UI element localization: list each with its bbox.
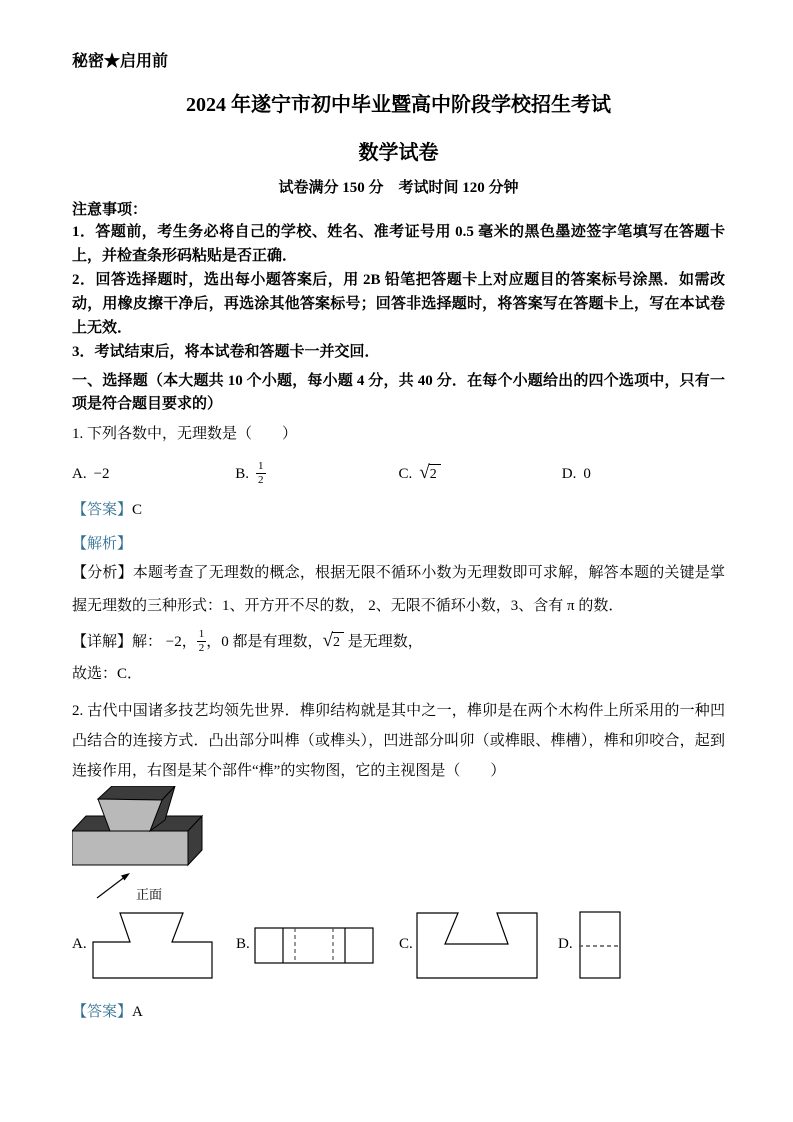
- q1-detail-fraction: $\frac{1}{2}$: [198, 628, 205, 655]
- q1-jiexi-line: [72, 534, 725, 554]
- question-2-stem: 2. 古代中国诸多技艺均领先世界．榫卯结构就是其中之一，榫卯是在两个木构件上所采用的一种凹凸结合的连接方式．凸出部分叫榫（或榫头），凹进部分叫卯（或榫眼、榫槽），榫和卯咬合，起到连接作用，右图是某个部件“榫”的实物图，它的主视图是（ ）: [72, 703, 725, 779]
- notice-item-2: 2．回答选择题时，选出每小题答案后，用 2B 铅笔把答题卡上对应题目的答案标号涂黑．如需改动，用橡皮擦干净后，再选涂其他答案标号；回答非选择题时，将答案写在答题卡上，写在本试卷上无效．: [72, 272, 725, 336]
- q2-option-b-label: B.: [236, 936, 250, 952]
- q2-answer-line: [72, 1002, 725, 1022]
- q1-option-d: [562, 466, 725, 483]
- q2-option-a-label: A.: [72, 936, 87, 952]
- q1-option-a: [72, 466, 235, 483]
- question-1-stem: 1. 下列各数中，无理数是（ ）: [72, 426, 298, 442]
- exam-info-line: 试卷满分 150 分 考试时间 120 分钟: [278, 180, 519, 196]
- q1-option-a-value: −2: [93, 465, 110, 482]
- q2-option-a-figure: [92, 911, 214, 981]
- q1-detail-pre: 解： −2，: [132, 634, 197, 650]
- notice-item-1: 1．答题前，考生务必将自己的学校、姓名、准考证号用 0.5 毫米的黑色墨迹签字笔填写在答题卡上，并检查条形码粘贴是否正确．: [72, 224, 725, 264]
- question-1-options: [72, 456, 725, 492]
- q1-option-a-label: A.: [72, 465, 87, 482]
- q1-option-c-label: C.: [398, 465, 413, 482]
- q2-answer-value: A: [132, 1004, 143, 1020]
- q1-answer-label: 【答案】: [72, 502, 133, 518]
- q2-option-c-figure: [416, 911, 540, 980]
- notice-heading: 注意事项：: [72, 202, 148, 218]
- radical-sign: √: [419, 461, 430, 483]
- q1-option-b: [235, 461, 398, 487]
- q1-option-d-label: D.: [561, 465, 577, 482]
- q2-option-d-label: D.: [558, 936, 573, 952]
- q1-answer-line: [72, 500, 725, 520]
- radical-sign: √: [322, 630, 333, 652]
- q1-conclusion: 故选：C．: [72, 666, 143, 682]
- q1-jiexi-label: 【解析】: [72, 536, 133, 552]
- q2-option-d-figure: [579, 910, 624, 980]
- front-view-arrow-shaft: [97, 876, 126, 898]
- tenon-3d-svg: [72, 786, 242, 906]
- q1-analysis: [72, 557, 725, 623]
- question-2-options: [72, 906, 725, 996]
- classification-label: 秘密★启用前: [72, 53, 169, 70]
- paper-subject-title: 数学试卷: [358, 142, 439, 164]
- q1-detail-sqrt: √ 2: [323, 631, 344, 652]
- q1-option-b-fraction: $\frac{1}{2}$: [258, 459, 264, 486]
- q1-option-c: [398, 461, 562, 485]
- q1-fenxi-label: 【分析】: [72, 565, 133, 581]
- q1-option-d-value: 0: [583, 465, 591, 482]
- section-one-heading: 一、选择题（本大题共 10 个小题，每小题 4 分，共 40 分．在每个小题给出的四个选项中，只有一项是符合题目要求的）: [72, 373, 725, 412]
- tenon-top-face: [98, 786, 175, 800]
- q1-fenxi-text: 本题考查了无理数的概念，根据无限不循环小数为无理数即可求解，解答本题的关键是掌握无理数的三种形式：1、开方开不尽的数， 2、无限不循环小数，3、含有 π 的数．: [72, 565, 725, 614]
- q1-answer-value: C: [132, 502, 143, 518]
- q1-option-b-label: B.: [235, 465, 250, 482]
- q2-answer-label: 【答案】: [72, 1004, 133, 1020]
- q1-detail: [72, 625, 725, 659]
- exam-title: 2024 年遂宁市初中毕业暨高中阶段学校招生考试: [186, 94, 611, 116]
- notice-item-3: 3．考试结束后，将本试卷和答题卡一并交回．: [72, 344, 380, 360]
- front-view-label: 正面: [136, 887, 163, 902]
- q1-option-c-sqrt: √ 2: [419, 463, 440, 484]
- q1-detail-mid: ，0 都是有理数，: [206, 634, 323, 650]
- q1-detail-post: 是无理数，: [343, 634, 423, 650]
- block-front-face: [72, 831, 188, 865]
- q2-option-c-label: C.: [399, 936, 413, 952]
- q1-xiangjie-label: 【详解】: [72, 634, 133, 650]
- q2-option-b-figure: [254, 926, 376, 966]
- tenon-3d-figure: [72, 786, 725, 906]
